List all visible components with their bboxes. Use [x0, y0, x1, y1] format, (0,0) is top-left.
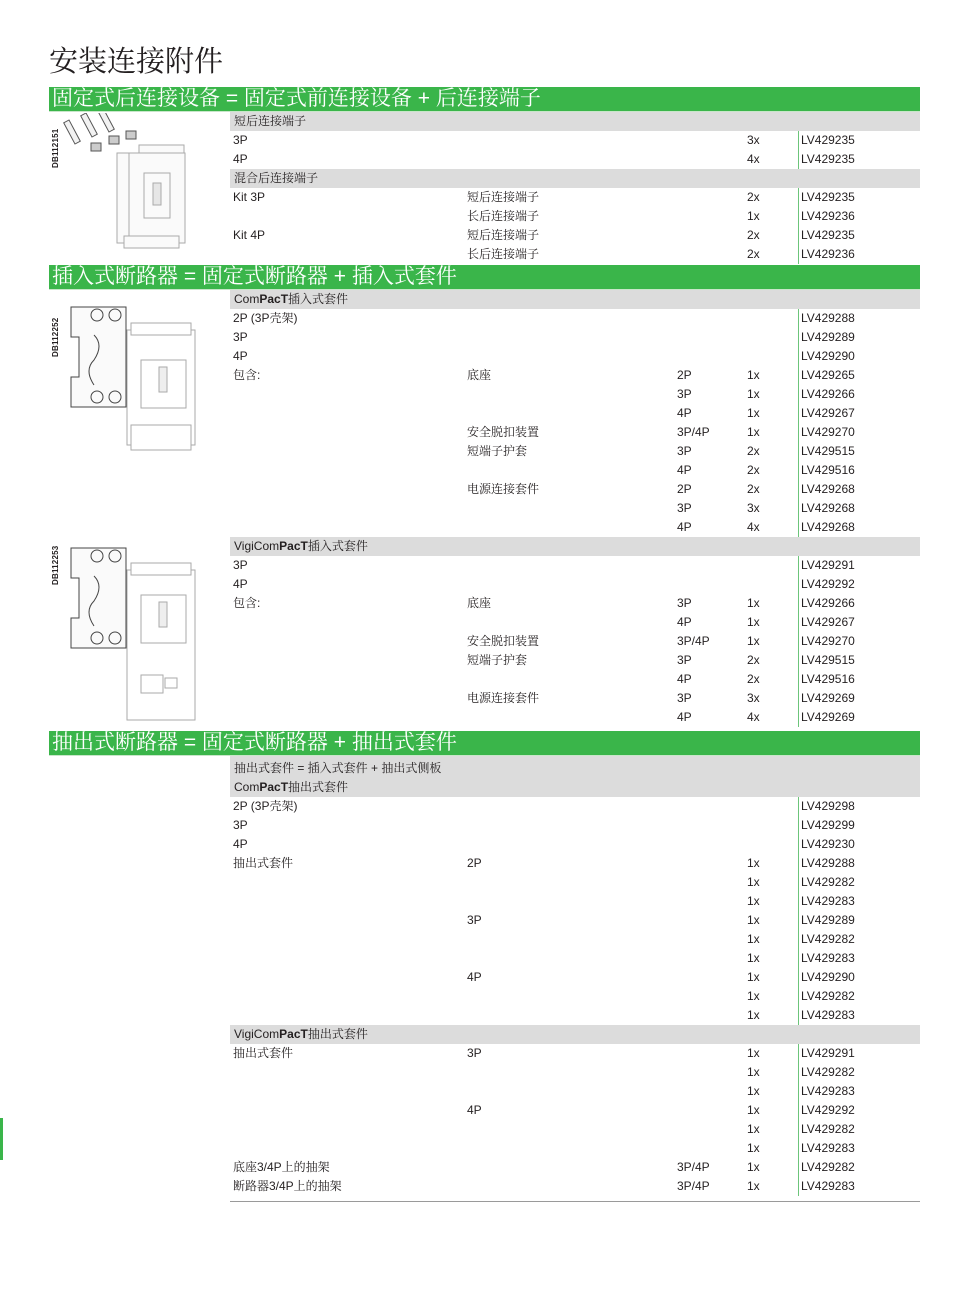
table-row: [230, 207, 920, 226]
subheader-label: 抽出式套件 = 插入式套件 + 抽出式侧板: [234, 761, 442, 775]
table-row: [230, 930, 920, 949]
rear-connection-terminals-illustration: [49, 113, 229, 263]
cell-poles: 4P: [233, 152, 248, 166]
cell-poles: 4P: [233, 349, 248, 363]
cell-poles: 4P: [677, 520, 692, 534]
cell-reference: LV429282: [801, 989, 855, 1003]
cell-reference: LV429235: [801, 190, 855, 204]
cell-reference: LV429267: [801, 406, 855, 420]
cell-qty: 1x: [747, 209, 760, 223]
cell-reference: LV429283: [801, 1084, 855, 1098]
cell-reference: LV429267: [801, 615, 855, 629]
table-row: [230, 968, 920, 987]
cell-poles: 4P: [677, 406, 692, 420]
subheader-row: [230, 756, 920, 778]
cell-reference: LV429235: [801, 133, 855, 147]
cell-poles: 3P/4P: [677, 1160, 710, 1174]
cell-qty: 4x: [747, 520, 760, 534]
cell-reference: LV429282: [801, 1122, 855, 1136]
cell-reference: LV429291: [801, 1046, 855, 1060]
cell-poles: 3P: [467, 913, 482, 927]
section-withdrawable: [49, 731, 920, 1206]
cell-reference: LV429289: [801, 330, 855, 344]
cell-poles: 3P: [677, 387, 692, 401]
withdrawable-table: [230, 756, 920, 1196]
cell-poles: 4P: [233, 837, 248, 851]
cell-qty: 1x: [747, 1103, 760, 1117]
subheader-label: VigiComPacT抽出式套件: [234, 1027, 368, 1041]
cell-qty: 1x: [747, 989, 760, 1003]
plug-in-base-vigicompact-illustration: [49, 540, 229, 730]
subheader-label: ComPacT抽出式套件: [234, 780, 349, 794]
table-row: [230, 423, 920, 442]
table-row: [230, 949, 920, 968]
section-title: 抽出式断路器 = 固定式断路器 + 抽出式套件: [49, 731, 920, 756]
cell-reference: LV429298: [801, 799, 855, 813]
cell-reference: LV429269: [801, 691, 855, 705]
cell-qty: 2x: [747, 463, 760, 477]
cell-reference: LV429270: [801, 425, 855, 439]
cell-poles: 4P: [677, 672, 692, 686]
cell-poles: 3P/4P: [677, 1179, 710, 1193]
cell-kit: Kit 3P: [233, 190, 266, 204]
subheader-label: VigiComPacT插入式套件: [234, 539, 368, 553]
table-row: [230, 613, 920, 632]
cell-component: 短后连接端子: [467, 228, 540, 242]
cell-poles: 2P (3P壳架): [233, 799, 298, 813]
cell-poles: 2P: [467, 856, 482, 870]
table-row: [230, 987, 920, 1006]
cell-reference: LV429283: [801, 1179, 855, 1193]
cell-qty: 1x: [747, 596, 760, 610]
cell-poles: 3P: [233, 818, 248, 832]
cell-reference: LV429268: [801, 501, 855, 515]
subheader-label: 短后连接端子: [234, 114, 307, 128]
figure-code: DB112252: [51, 317, 60, 357]
section-title: 插入式断路器 = 固定式断路器 + 插入式套件: [49, 265, 920, 290]
cell-reference: LV429283: [801, 1141, 855, 1155]
cell-qty: 1x: [747, 1084, 760, 1098]
cell-poles: 3P: [677, 653, 692, 667]
cell-component: 短后连接端子: [467, 190, 540, 204]
cell-poles: 3P: [677, 444, 692, 458]
table-row: [230, 442, 920, 461]
table-row: [230, 892, 920, 911]
cell-component: 底座: [467, 596, 492, 610]
plug-in-base-icon: [49, 540, 229, 730]
cell-poles: 4P: [677, 615, 692, 629]
cell-component: 安全脱扣装置: [467, 425, 540, 439]
cell-qty: 3x: [747, 691, 760, 705]
cell-reference: LV429235: [801, 228, 855, 242]
cell-poles: 2P: [677, 482, 692, 496]
cell-qty: 1x: [747, 970, 760, 984]
cell-qty: 1x: [747, 1179, 760, 1193]
table-row: [230, 1158, 920, 1177]
table-row: [230, 911, 920, 930]
cell-qty: 1x: [747, 615, 760, 629]
plug-in-table: [230, 290, 920, 727]
table-row: [230, 188, 920, 207]
table-row: [230, 797, 920, 816]
cell-qty: 1x: [747, 951, 760, 965]
table-row: [230, 1120, 920, 1139]
table-row: [230, 131, 920, 150]
cell-label: 包含:: [233, 368, 261, 382]
figure-code: DB112151: [51, 128, 60, 168]
cell-reference: LV429265: [801, 368, 855, 382]
table-row: [230, 366, 920, 385]
cell-poles: 3P/4P: [677, 425, 710, 439]
cell-label: 抽出式套件: [233, 1046, 294, 1060]
cell-component: 短端子护套: [467, 653, 528, 667]
cell-reference: LV429290: [801, 349, 855, 363]
cell-component: 电源连接套件: [467, 691, 540, 705]
cell-qty: 2x: [747, 247, 760, 261]
cell-qty: 2x: [747, 444, 760, 458]
table-row: [230, 404, 920, 423]
terminal-kit-icon: [49, 113, 229, 263]
cell-reference: LV429269: [801, 710, 855, 724]
cell-qty: 4x: [747, 152, 760, 166]
cell-poles: 3P: [233, 558, 248, 572]
section-plug-in: [49, 265, 920, 730]
cell-reference: LV429515: [801, 653, 855, 667]
subheader-row: [230, 290, 920, 309]
cell-reference: LV429266: [801, 596, 855, 610]
table-row: [230, 1101, 920, 1120]
cell-poles: 3P: [677, 691, 692, 705]
cell-qty: 3x: [747, 501, 760, 515]
cell-qty: 1x: [747, 1008, 760, 1022]
cell-reference: LV429516: [801, 672, 855, 686]
cell-poles: 3P/4P: [677, 634, 710, 648]
cell-qty: 1x: [747, 932, 760, 946]
cell-reference: LV429268: [801, 482, 855, 496]
cell-qty: 1x: [747, 406, 760, 420]
cell-qty: 1x: [747, 875, 760, 889]
cell-reference: LV429290: [801, 970, 855, 984]
cell-qty: 4x: [747, 710, 760, 724]
table-row: [230, 835, 920, 854]
cell-qty: 1x: [747, 634, 760, 648]
cell-label: 抽出式套件: [233, 856, 294, 870]
table-row: [230, 575, 920, 594]
cell-poles: 2P: [677, 368, 692, 382]
cell-qty: 1x: [747, 425, 760, 439]
cell-qty: 1x: [747, 1065, 760, 1079]
cell-reference: LV429289: [801, 913, 855, 927]
cell-reference: LV429236: [801, 209, 855, 223]
table-row: [230, 854, 920, 873]
cell-component: 长后连接端子: [467, 209, 540, 223]
cell-reference: LV429292: [801, 577, 855, 591]
subheader-label: ComPacT插入式套件: [234, 292, 349, 306]
cell-reference: LV429516: [801, 463, 855, 477]
cell-poles: 3P: [677, 596, 692, 610]
table-row: [230, 480, 920, 499]
table-row: [230, 1082, 920, 1101]
table-row: [230, 226, 920, 245]
table-row: [230, 1006, 920, 1025]
cell-component: 底座: [467, 368, 492, 382]
cell-label: 底座3/4P上的抽架: [233, 1160, 330, 1174]
table-row: [230, 1177, 920, 1196]
cell-component: 安全脱扣装置: [467, 634, 540, 648]
cell-poles: 4P: [467, 970, 482, 984]
cell-component: 短端子护套: [467, 444, 528, 458]
cell-reference: LV429235: [801, 152, 855, 166]
cell-reference: LV429268: [801, 520, 855, 534]
cell-reference: LV429282: [801, 932, 855, 946]
page-edge-marker: [0, 1118, 3, 1160]
cell-reference: LV429270: [801, 634, 855, 648]
cell-qty: 1x: [747, 856, 760, 870]
table-row: [230, 594, 920, 613]
section-rear-connection: [49, 87, 920, 263]
table-row: [230, 689, 920, 708]
cell-label: 包含:: [233, 596, 261, 610]
table-row: [230, 150, 920, 169]
table-row: [230, 651, 920, 670]
subheader-row: [230, 169, 920, 188]
table-row: [230, 385, 920, 404]
table-row: [230, 816, 920, 835]
table-row: [230, 347, 920, 366]
table-bottom-rule: [230, 1201, 920, 1202]
cell-poles: 4P: [677, 463, 692, 477]
cell-poles: 4P: [677, 710, 692, 724]
cell-component: 长后连接端子: [467, 247, 540, 261]
table-row: [230, 328, 920, 347]
cell-poles: 3P: [233, 133, 248, 147]
cell-reference: LV429283: [801, 1008, 855, 1022]
table-row: [230, 873, 920, 892]
table-row: [230, 1044, 920, 1063]
figure-code: DB112253: [51, 545, 60, 585]
table-row: [230, 708, 920, 727]
cell-reference: LV429299: [801, 818, 855, 832]
cell-reference: LV429282: [801, 1160, 855, 1174]
table-row: [230, 632, 920, 651]
cell-qty: 1x: [747, 1141, 760, 1155]
cell-qty: 3x: [747, 133, 760, 147]
cell-poles: 3P: [467, 1046, 482, 1060]
subheader-label: 混合后连接端子: [234, 171, 319, 185]
cell-component: 电源连接套件: [467, 482, 540, 496]
cell-poles: 3P: [677, 501, 692, 515]
subheader-row: [230, 537, 920, 556]
cell-reference: LV429515: [801, 444, 855, 458]
table-row: [230, 670, 920, 689]
cell-poles: 4P: [233, 577, 248, 591]
table-row: [230, 1139, 920, 1158]
section-title: 固定式后连接设备 = 固定式前连接设备 + 后连接端子: [49, 87, 920, 112]
cell-qty: 1x: [747, 387, 760, 401]
cell-qty: 1x: [747, 894, 760, 908]
cell-reference: LV429292: [801, 1103, 855, 1117]
subheader-row: [230, 778, 920, 797]
cell-qty: 1x: [747, 1122, 760, 1136]
rear-connection-table: [230, 112, 920, 264]
cell-reference: LV429283: [801, 951, 855, 965]
cell-qty: 1x: [747, 913, 760, 927]
cell-reference: LV429283: [801, 894, 855, 908]
cell-label: 断路器3/4P上的抽架: [233, 1179, 342, 1193]
cell-reference: LV429282: [801, 1065, 855, 1079]
table-row: [230, 245, 920, 264]
cell-reference: LV429291: [801, 558, 855, 572]
cell-kit: Kit 4P: [233, 228, 266, 242]
cell-poles: 4P: [467, 1103, 482, 1117]
table-row: [230, 499, 920, 518]
cell-poles: 2P (3P壳架): [233, 311, 298, 325]
cell-qty: 2x: [747, 190, 760, 204]
cell-reference: LV429266: [801, 387, 855, 401]
cell-poles: 3P: [233, 330, 248, 344]
cell-reference: LV429236: [801, 247, 855, 261]
cell-reference: LV429288: [801, 311, 855, 325]
plug-in-base-compact-illustration: [49, 295, 229, 465]
page-title: 安装连接附件: [49, 46, 224, 78]
subheader-row: [230, 1025, 920, 1044]
table-row: [230, 518, 920, 537]
cell-qty: 2x: [747, 672, 760, 686]
table-row: [230, 1063, 920, 1082]
cell-qty: 2x: [747, 653, 760, 667]
table-row: [230, 461, 920, 480]
cell-qty: 1x: [747, 368, 760, 382]
cell-qty: 1x: [747, 1160, 760, 1174]
subheader-row: [230, 112, 920, 131]
cell-reference: LV429282: [801, 875, 855, 889]
cell-qty: 2x: [747, 228, 760, 242]
table-row: [230, 556, 920, 575]
cell-reference: LV429288: [801, 856, 855, 870]
plug-in-base-icon: [49, 295, 229, 465]
cell-reference: LV429230: [801, 837, 855, 851]
cell-qty: 2x: [747, 482, 760, 496]
cell-qty: 1x: [747, 1046, 760, 1060]
table-row: [230, 309, 920, 328]
